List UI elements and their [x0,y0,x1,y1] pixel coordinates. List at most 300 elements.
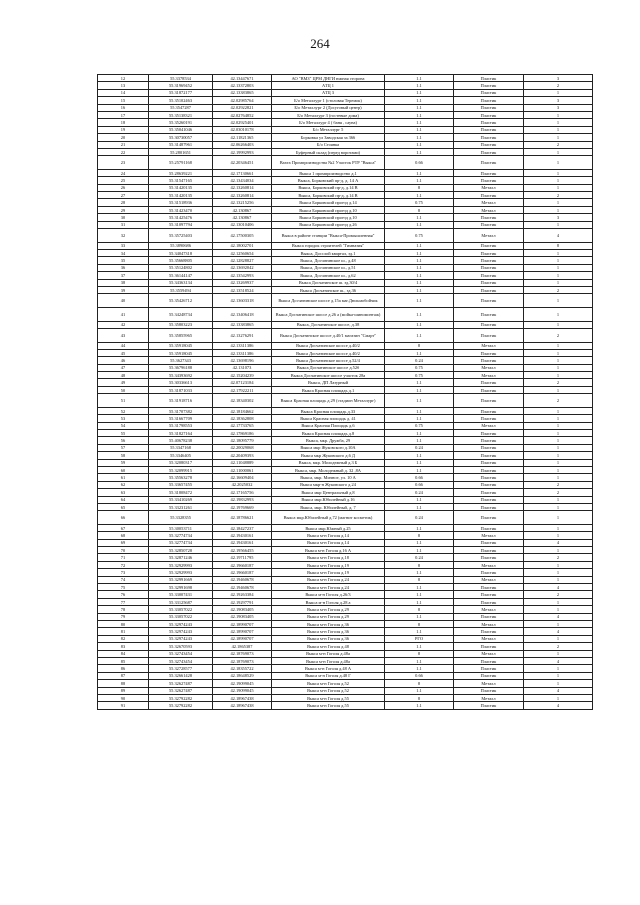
container-count-cell: 3 [524,97,593,104]
latitude-cell: 55.34248734 [149,307,213,321]
row-number-cell: 56 [98,437,149,444]
latitude-cell: 55.35260191 [149,119,213,126]
latitude-cell: 55.32743454 [149,650,213,657]
longitude-cell: 42.19083405 [213,613,272,620]
table-row [98,156,593,170]
address-cell: Выкса мкр.Южный д.25 [272,524,385,531]
page-number: 264 [310,36,330,51]
volume-cell: 1.1 [385,503,454,510]
table-row [98,221,593,228]
longitude-cell: 42.13406418 [213,307,272,321]
latitude-cell: 55.31667709 [149,415,213,422]
volume-cell: 1.1 [385,111,454,118]
row-number-cell: 14 [98,89,149,96]
latitude-cell: 55.3378534 [149,75,213,82]
address-cell: Выкса Досчатинское шоссе д.52б [272,364,385,371]
address-cell: АО "ВМЗ" ЦРМ ДНГИ южная сторона [272,75,385,82]
address-cell: Выкса, Борковский пр-д, д. 14 А [272,177,385,184]
volume-cell: 1.1 [385,702,454,709]
container-count-cell: 2 [524,481,593,488]
row-number-cell: 21 [98,141,149,148]
table-row [98,481,593,488]
latitude-cell: 55.35124802 [149,264,213,271]
longitude-cell: 42.19460678 [213,584,272,591]
material-cell: Металл [454,576,524,583]
volume-cell: 8 [385,184,454,191]
volume-cell: 0.24 [385,444,454,451]
latitude-cell: 55.32974243 [149,628,213,635]
row-number-cell: 47 [98,364,149,371]
volume-cell: 1.1 [385,89,454,96]
address-cell: Выкса, мкр. Юбилейный, д. 7 [272,503,385,510]
container-count-cell: 4 [524,687,593,694]
address-cell: Вахта Промпроизводства №2 Участок РТР "Выкса" [272,156,385,170]
volume-cell: 1.1 [385,294,454,308]
address-cell: Выкса Досчатинское шоссе д.52/4 [272,357,385,364]
container-count-cell: 1 [524,407,593,414]
address-cell: Выкса Борковский проезд д.26 [272,221,385,228]
longitude-cell: 42.13383865 [213,321,272,328]
longitude-cell: 42.13383865 [213,89,272,96]
address-cell: Выкса, мкр. Молодежный д.3 Б [272,459,385,466]
volume-cell: 1.1 [385,177,454,184]
container-count-cell: 2 [524,379,593,386]
row-number-cell: 82 [98,635,149,642]
address-cell: Выкса м-н Гоголя д.29 [272,606,385,613]
container-count-cell: 1 [524,221,593,228]
container-count-cell: 1 [524,321,593,328]
longitude-cell: 42.18355722 [213,665,272,672]
address-cell: Выкса м-н Гоголя д.48а [272,657,385,664]
address-cell: Выкса, Досчатинское шоссе, д.38 [272,321,385,328]
address-cell: Выкса м-н Гоголя д.14 [272,539,385,546]
container-count-cell: 1 [524,199,593,206]
material-cell: Пластик [454,242,524,249]
container-count-cell: 2 [524,82,593,89]
volume-cell: 1.1 [385,628,454,635]
longitude-cell: 42.02922821 [213,104,272,111]
row-number-cell: 17 [98,111,149,118]
volume-cell: 1.1 [385,82,454,89]
material-cell: Пластик [454,386,524,393]
address-cell: Выкса, Борковский пр-д, д.14 В [272,184,385,191]
table-row [98,169,593,176]
volume-cell: 0.24 [385,554,454,561]
container-count-cell: 1 [524,694,593,701]
material-cell: Пластик [454,126,524,133]
material-cell: Пластик [454,328,524,342]
address-cell: Выкса м-н Гоголя д.14 [272,532,385,539]
row-number-cell: 54 [98,422,149,429]
table-row [98,657,593,664]
address-cell: Выкса городок строителей "Гимназия" [272,242,385,249]
table-row [98,702,593,709]
material-cell: Пластик [454,111,524,118]
container-count-cell: 1 [524,279,593,286]
address-cell: Выкса мкр Центральный д.8 [272,489,385,496]
row-number-cell: 19 [98,126,149,133]
longitude-cell: 42.19992993 [213,148,272,155]
longitude-cell: 42.18990707 [213,628,272,635]
address-cell: Выкса Досчатинское шоссе д.40/2 [272,342,385,349]
longitude-cell: 42.13518524 [213,286,272,293]
address-cell: Борковка ул Заводская за 366 [272,134,385,141]
container-count-cell: 1 [524,430,593,437]
table-row [98,591,593,598]
material-cell: Пластик [454,141,524,148]
container-count-cell: 2 [524,554,593,561]
volume-cell: 1.1 [385,643,454,650]
table-row [98,279,593,286]
volume-cell: 8 [385,576,454,583]
row-number-cell: 26 [98,184,149,191]
address-cell: Буферный склад (перед воротами) [272,148,385,155]
table-row [98,643,593,650]
latitude-cell: 55.32929993 [149,561,213,568]
container-count-cell: 1 [524,606,593,613]
row-number-cell: 79 [98,613,149,620]
table-row [98,547,593,554]
material-cell: Пластик [454,321,524,328]
longitude-cell: 42.19263384 [213,591,272,598]
container-count-cell: 1 [524,257,593,264]
volume-cell: 1.1 [385,257,454,264]
material-cell: Пластик [454,82,524,89]
row-number-cell: 15 [98,97,149,104]
container-count-cell: 1 [524,561,593,568]
latitude-cell: 55.32670593 [149,643,213,650]
volume-cell: 1.1 [385,379,454,386]
volume-cell: 0.66 [385,672,454,679]
longitude-cell: 42.02925401 [213,119,272,126]
longitude-cell: 42.17733765 [213,422,272,429]
row-number-cell: 37 [98,272,149,279]
address-cell: Выкса мкр Жуковского д.10А [272,444,385,451]
volume-cell: 1.1 [385,97,454,104]
container-count-cell: 1 [524,272,593,279]
longitude-cell: 42.13692042 [213,264,272,271]
longitude-cell: 42.12560654 [213,250,272,257]
container-count-cell: 1 [524,386,593,393]
longitude-cell: 42.12828827 [213,257,272,264]
address-cell: Выкса м-н Гоголя д.48 [272,643,385,650]
container-count-cell: 2 [524,489,593,496]
longitude-cell: 42.13372803 [213,82,272,89]
row-number-cell: 35 [98,257,149,264]
table-row [98,257,593,264]
longitude-cell: 42.13542993 [213,272,272,279]
latitude-cell: 55.33410269 [149,496,213,503]
latitude-cell: 55.32627487 [149,680,213,687]
longitude-cell: 42.130867 [213,206,272,213]
address-cell: Выкса, Досчатинское ш., д.51 [272,264,385,271]
address-cell: Выкса м-н Гоголя д.55 [272,694,385,701]
latitude-cell: 55.32627487 [149,687,213,694]
volume-cell: 1.1 [385,386,454,393]
longitude-cell: 42.13311386 [213,349,272,356]
material-cell: Пластик [454,643,524,650]
address-cell: Б/о Металлург 1 (столовая Теремок) [272,97,385,104]
row-number-cell: 28 [98,199,149,206]
table-row [98,364,593,371]
row-number-cell: 46 [98,357,149,364]
container-count-cell: 1 [524,184,593,191]
material-cell: Пластик [454,379,524,386]
container-count-cell: 1 [524,169,593,176]
container-count-cell: 2 [524,394,593,408]
longitude-cell: 42.19566455 [213,547,272,554]
latitude-cell: 55.32991698 [149,584,213,591]
latitude-cell: 55.33657455 [149,481,213,488]
table-row [98,489,593,496]
row-number-cell: 83 [98,643,149,650]
row-number-cell: 58 [98,452,149,459]
address-cell: Выкса м-н Гоголя д.28 а [272,598,385,605]
material-cell: Пластик [454,264,524,271]
latitude-cell: 55.31918716 [149,394,213,408]
longitude-cell: 42.18967438 [213,694,272,701]
volume-cell: 0.66 [385,156,454,170]
container-count-cell: 2 [524,286,593,293]
material-cell: Пластик [454,554,524,561]
address-cell: Выкса, Борковский пр-д, д.14 В [272,192,385,199]
material-cell: Пластик [454,665,524,672]
container-count-cell: 3 [524,104,593,111]
longitude-cell: 42.13434034 [213,177,272,184]
latitude-cell: 55.31518936 [149,199,213,206]
longitude-cell: 42.20346451 [213,156,272,170]
material-cell: Пластик [454,177,524,184]
address-cell: Выкса Красная площадь д. 41 [272,415,385,422]
latitude-cell: 55.31423470 [149,206,213,213]
row-number-cell: 75 [98,584,149,591]
volume-cell: 1.1 [385,328,454,342]
table-row [98,321,593,328]
container-count-cell: 1 [524,206,593,213]
table-row [98,342,593,349]
material-cell: Пластик [454,97,524,104]
material-cell: Пластик [454,394,524,408]
latitude-cell: 55.35803223 [149,321,213,328]
volume-cell: 1.1 [385,613,454,620]
latitude-cell: 55.2801651 [149,148,213,155]
material-cell: Металл [454,229,524,243]
volume-cell: 1.1 [385,264,454,271]
longitude-cell: 42.131073 [213,364,272,371]
material-cell: Металл [454,532,524,539]
container-count-cell: 1 [524,444,593,451]
table-row [98,104,593,111]
longitude-cell: 42.17500305 [213,229,272,243]
longitude-cell: 42.13698196 [213,357,272,364]
longitude-cell: 42.19711795 [213,554,272,561]
table-row [98,192,593,199]
address-cell: Выкса Борковский проезд д.10 [272,214,385,221]
longitude-cell: 42.19660187 [213,561,272,568]
longitude-cell: 42.15204239 [213,372,272,379]
table-row [98,628,593,635]
table-row [98,613,593,620]
table-row [98,452,593,459]
address-cell: Выкса м-н Гоголя д.36 [272,628,385,635]
container-count-cell: 1 [524,532,593,539]
container-count-cell: 4 [524,584,593,591]
row-number-cell: 77 [98,598,149,605]
longitude-cell: 42.19083405 [213,606,272,613]
longitude-cell: 42.18340302 [213,394,272,408]
address-cell: Выкса Красная площадь д.8 [272,430,385,437]
longitude-cell: 42.18184662 [213,407,272,414]
volume-cell: 8 [385,342,454,349]
table-row [98,111,593,118]
volume-cell: 1.1 [385,415,454,422]
row-number-cell: 90 [98,694,149,701]
container-count-cell: 3 [524,75,593,82]
address-cell: Выкса м-н Гоголя д.18 [272,554,385,561]
longitude-cell: 42.20409393 [213,452,272,459]
latitude-cell: 55.35855965 [149,328,213,342]
row-number-cell: 39 [98,286,149,293]
material-cell: Пластик [454,452,524,459]
row-number-cell: 29 [98,206,149,213]
address-cell: Выкса Досчатинское шоссе д.40/1 магазин "Смарт" [272,328,385,342]
address-cell: Выкса м-н Гоголя д.29 [272,613,385,620]
address-cell: Выкса, мкр. Молодежный д. 32 ,8А [272,466,385,473]
container-count-cell: 2 [524,141,593,148]
address-cell: Выкса Красная площадь д.33 [272,407,385,414]
table-row [98,459,593,466]
address-cell: Б/о Металлург 3 (гостевые дома) [272,111,385,118]
volume-cell: РГО [385,635,454,642]
longitude-cell: 42.20029068 [213,444,272,451]
material-cell: Пластик [454,250,524,257]
material-cell: Пластик [454,613,524,620]
longitude-cell: 42.19099045 [213,687,272,694]
material-cell: Металл [454,694,524,701]
longitude-cell: 42.18990707 [213,620,272,627]
latitude-cell: 55.31871033 [149,386,213,393]
latitude-cell: 55.32850728 [149,547,213,554]
material-cell: Пластик [454,257,524,264]
row-number-cell: 22 [98,148,149,155]
table-row [98,680,593,687]
row-number-cell: 91 [98,702,149,709]
container-count-cell: 1 [524,452,593,459]
latitude-cell: 55.34393692 [149,372,213,379]
latitude-cell: 55.31425476 [149,214,213,221]
volume-cell: 1.1 [385,126,454,133]
volume-cell: 1.1 [385,321,454,328]
volume-cell: 8 [385,206,454,213]
material-cell: Металл [454,342,524,349]
latitude-cell: 55.35426712 [149,294,213,308]
container-count-cell: 8 [524,242,593,249]
volume-cell: 1.1 [385,466,454,473]
container-count-cell: 1 [524,250,593,257]
container-count-cell: 1 [524,620,593,627]
latitude-cell: 55.3328355 [149,511,213,525]
volume-cell: 1.1 [385,286,454,293]
material-cell: Пластик [454,349,524,356]
row-number-cell: 38 [98,279,149,286]
longitude-cell: 42.11000061 [213,466,272,473]
container-count-cell: 1 [524,680,593,687]
row-number-cell: 27 [98,192,149,199]
address-cell: Выкса, мкр. Дружба, 29 [272,437,385,444]
latitude-cell: 55.3547287 [149,104,213,111]
latitude-cell: 55.31798553 [149,422,213,429]
volume-cell: 1.1 [385,665,454,672]
address-cell: АТЦ 3 [272,89,385,96]
container-count-cell: 4 [524,229,593,243]
volume-cell: 0.75 [385,422,454,429]
table-row [98,650,593,657]
volume-cell: 1.1 [385,75,454,82]
address-cell: Выкса м-н Гоголя д.48а [272,650,385,657]
volume-cell: 1.1 [385,221,454,228]
table-row [98,584,593,591]
latitude-cell: 55.40678238 [149,437,213,444]
latitude-cell: 55.3347168 [149,444,213,451]
table-row [98,97,593,104]
row-number-cell: 87 [98,672,149,679]
container-count-cell: 1 [524,511,593,525]
address-cell: Выкса м-н Гоголя д.52 [272,687,385,694]
table-row [98,672,593,679]
material-cell: Пластик [454,415,524,422]
longitude-cell: 42.19769669 [213,503,272,510]
volume-cell: 1.1 [385,272,454,279]
longitude-cell: 42.13603318 [213,294,272,308]
latitude-cell: 55.3890686 [149,242,213,249]
longitude-cell: 42.13260814 [213,192,272,199]
volume-cell: 1.1 [385,169,454,176]
row-number-cell: 52 [98,407,149,414]
table-row [98,242,593,249]
table-row [98,357,593,364]
container-count-cell: 1 [524,342,593,349]
material-cell: Пластик [454,702,524,709]
address-cell: Выкса м-н Гоголя д.36 [272,635,385,642]
material-cell: Металл [454,199,524,206]
row-number-cell: 71 [98,554,149,561]
row-number-cell: 74 [98,576,149,583]
table-row [98,229,593,243]
latitude-cell: 55.31420135 [149,192,213,199]
volume-cell: 8 [385,694,454,701]
material-cell: Металл [454,680,524,687]
longitude-cell: 42.02985764 [213,97,272,104]
longitude-cell: 42.06266403 [213,141,272,148]
longitude-cell: 42.13215256 [213,199,272,206]
latitude-cell: 55.3346405 [149,452,213,459]
table-row [98,496,593,503]
material-cell: Металл [454,184,524,191]
container-count-cell: 2 [524,328,593,342]
longitude-cell: 42.1865387 [213,643,272,650]
volume-cell: 1.1 [385,496,454,503]
volume-cell: 1.1 [385,584,454,591]
material-cell: Металл [454,635,524,642]
volume-cell: 8 [385,532,454,539]
container-count-cell: 1 [524,364,593,371]
row-number-cell: 18 [98,119,149,126]
row-number-cell: 55 [98,430,149,437]
table-row [98,307,593,321]
latitude-cell: 55.35138321 [149,111,213,118]
volume-cell: 1.1 [385,657,454,664]
latitude-cell: 55.30336613 [149,379,213,386]
